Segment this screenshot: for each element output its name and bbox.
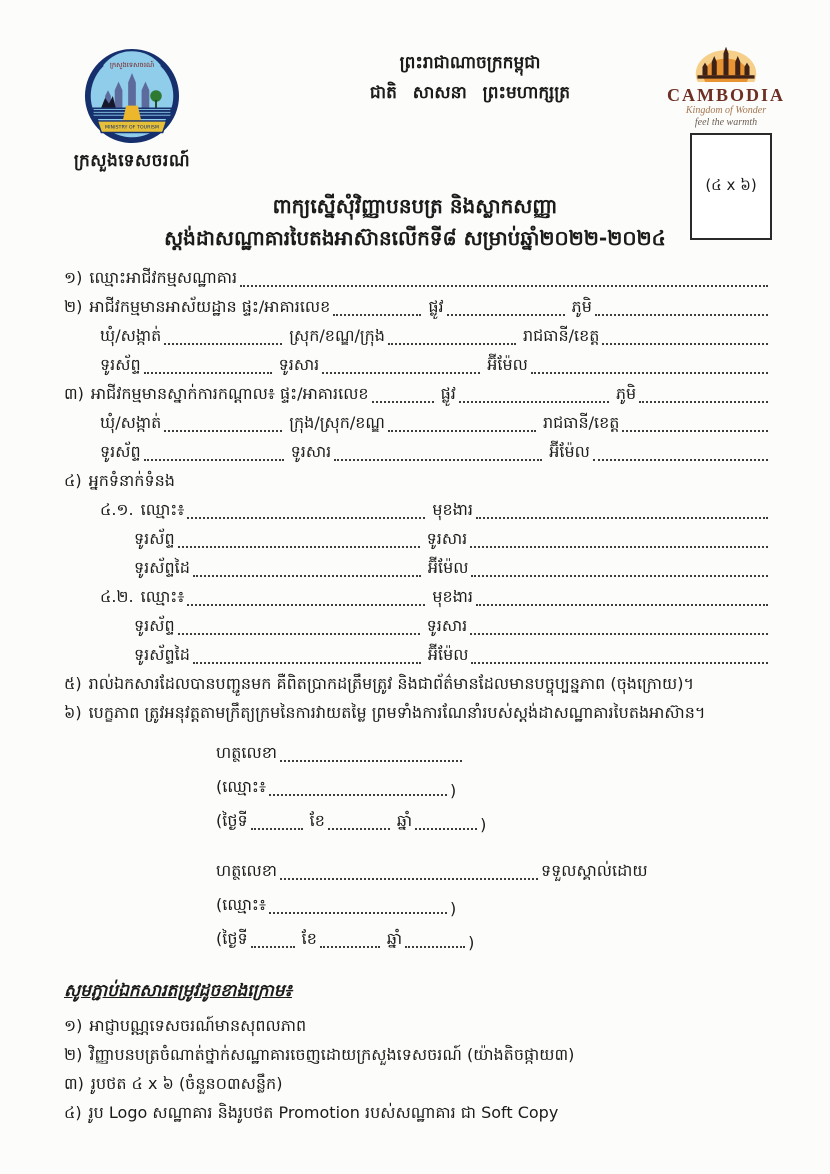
photo-box-label: (៤ x ៦) — [705, 175, 757, 194]
angkor-sunset-icon — [666, 40, 786, 82]
field-label: ទូរសារ — [278, 355, 320, 374]
field-label: អ៊ីម៉ែល — [487, 355, 528, 374]
field-label: ឈ្មោះ៖ — [140, 500, 185, 519]
attachment-text: រូបថត ៤ x ៦ (ចំនួន០៣សន្លឹក) — [90, 1074, 283, 1093]
document-title — [0, 190, 830, 254]
field-headquarters-commune — [64, 407, 771, 436]
item-number: ៦) — [64, 703, 82, 722]
brand-tagline-feel-the-warmth: feel the warmth — [694, 117, 758, 128]
dotted-field — [187, 604, 425, 606]
attachments-heading: សូមភ្ជាប់ឯកសារតម្រូវដូចខាងក្រោម៖ — [64, 981, 293, 1001]
required-attachments-section — [64, 980, 771, 1126]
signature-date-line — [216, 800, 771, 834]
applicant-signature-block — [64, 732, 771, 834]
title-line-1: ពាក្យស្នើសុំវិញ្ញាបនបត្រ និងស្លាកសញ្ញា — [272, 194, 558, 218]
dotted-field — [471, 575, 768, 577]
dotted-field — [193, 662, 421, 664]
dotted-field — [193, 575, 421, 577]
dotted-field — [144, 459, 284, 461]
field-business-commune — [64, 320, 771, 349]
cambodia-brand-logo — [652, 40, 800, 129]
month-label: ខែ — [309, 811, 325, 830]
ministry-name-caption: ក្រសួងទេសចរណ៍ — [73, 151, 191, 171]
name-label: (ឈ្មោះ៖ — [216, 777, 266, 796]
item-number: ៥) — [64, 674, 82, 693]
dotted-field — [388, 343, 516, 345]
dotted-field — [593, 459, 768, 461]
statement-text: បេក្ខភាព ត្រូវអនុវត្តតាមក្រឹត្យក្រមនៃការវាយតម្លៃ ព្រមទាំងការណែនាំរបស់ស្តង់ដាសណ្ឋាគារបៃតងអាស៊ាន។ — [88, 703, 706, 722]
field-contact1-phone — [64, 523, 771, 552]
field-label: ឈ្មោះ៖ — [140, 587, 185, 606]
motto-line-kingdom: ព្រះរាជាណាចក្រកម្ពុជា — [399, 53, 541, 73]
seal-banner-text: MINISTRY OF TOURISM — [104, 125, 160, 131]
title-line-2: ស្តង់ដាសណ្ឋាគារបៃតងអាស៊ានលើកទី៨ សម្រាប់ឆ្នាំ២០២២-២០២៤ — [164, 226, 666, 250]
dotted-field — [372, 401, 434, 403]
item-number: ៤) — [64, 471, 82, 490]
dotted-field — [470, 633, 768, 635]
attachment-item-photos — [64, 1068, 771, 1097]
field-label: រាជធានី/ខេត្ត — [522, 326, 600, 345]
dotted-field — [622, 430, 768, 432]
field-contact2-name — [64, 581, 771, 610]
name-label: (ឈ្មោះ៖ — [216, 895, 266, 914]
item-number: ៤.២. — [100, 587, 134, 606]
acknowledged-by-label: ទទួលស្គាល់ដោយ — [540, 861, 648, 880]
dotted-field — [280, 760, 462, 762]
field-label: មុខងារ — [432, 587, 473, 606]
dotted-field — [639, 401, 768, 403]
year-label: ឆ្នាំ — [396, 811, 413, 830]
section-contact-persons — [64, 465, 771, 494]
paren-close: ) — [450, 781, 457, 800]
dotted-field — [476, 604, 768, 606]
dotted-field — [178, 633, 420, 635]
dotted-field — [240, 285, 768, 287]
field-label: ទូរសារ — [426, 616, 468, 635]
field-label: ក្រុង/ស្រុក/ខណ្ឌ — [289, 413, 385, 432]
item-number: ១) — [64, 268, 83, 287]
acknowledgement-signature-block — [64, 850, 771, 952]
motto-line-nation-religion-king: ជាតិ សាសនា ព្រះមហាក្សត្រ — [369, 83, 571, 103]
field-label: ផ្លូវ — [428, 297, 444, 316]
field-label: ទូរស័ព្ទដៃ — [134, 558, 190, 577]
dotted-field — [388, 430, 536, 432]
attachment-item-classification-certificate — [64, 1039, 771, 1068]
dotted-field — [447, 314, 565, 316]
field-label: ទូរស័ព្ទ — [100, 442, 141, 461]
dotted-field — [334, 459, 542, 461]
dotted-field — [280, 878, 538, 880]
dotted-field — [405, 946, 465, 948]
field-label: អ៊ីម៉ែល — [427, 558, 469, 577]
dotted-field — [531, 372, 768, 374]
day-label: (ថ្ងៃទី — [216, 929, 248, 948]
dotted-field — [476, 517, 768, 519]
signature-line — [216, 732, 771, 766]
field-label: ភូមិ — [615, 384, 637, 403]
field-contact2-phone — [64, 610, 771, 639]
dotted-field — [333, 314, 421, 316]
ministry-of-tourism-seal-icon — [84, 48, 180, 144]
field-label: អ៊ីម៉ែល — [549, 442, 590, 461]
field-headquarters-phone — [64, 436, 771, 465]
dotted-field — [269, 794, 447, 796]
item-number: ២) — [64, 297, 83, 316]
svg-text:ក្រសួងទេសចរណ៍: ក្រសួងទេសចរណ៍ — [109, 61, 155, 70]
field-label: ទូរស័ព្ទ — [134, 616, 175, 635]
dotted-field — [164, 343, 282, 345]
application-form — [64, 262, 771, 952]
dotted-field — [164, 430, 282, 432]
field-contact1-mobile — [64, 552, 771, 581]
field-label: ឃុំ/សង្កាត់ — [100, 413, 162, 432]
field-business-phone — [64, 349, 771, 378]
field-label: ទូរស័ព្ទ — [100, 355, 141, 374]
signature-name-line — [216, 884, 771, 918]
statement-documents-true — [64, 668, 771, 697]
signature-label: ហត្ថលេខា — [216, 743, 277, 762]
dotted-field — [269, 912, 447, 914]
field-contact1-name — [64, 494, 771, 523]
field-label: ទូរសារ — [290, 442, 332, 461]
dotted-field — [144, 372, 272, 374]
attachment-item-logo-softcopy — [64, 1097, 771, 1126]
dotted-field — [470, 546, 768, 548]
field-hotel-business-name — [64, 262, 771, 291]
attachment-item-license — [64, 1010, 771, 1039]
item-number: ១) — [64, 1016, 83, 1035]
attachment-text: អាជ្ញាបណ្ណទេសចរណ៍មានសុពលភាព — [89, 1016, 307, 1035]
brand-tagline-kingdom-of-wonder: Kingdom of Wonder — [685, 105, 767, 116]
field-label: ស្រុក/ខណ្ឌ/ក្រុង — [289, 326, 385, 345]
field-label: ឈ្មោះអាជីវកម្មសណ្ឋាគារ — [89, 268, 238, 287]
item-number: ២) — [64, 1045, 83, 1064]
dotted-field — [415, 828, 477, 830]
item-number: ៤) — [64, 1103, 82, 1122]
item-number: ៣) — [64, 1074, 84, 1093]
section-label: អ្នកទំនាក់ទំនង — [88, 471, 175, 490]
attachment-text: វិញ្ញាបនបត្រចំណាត់ថ្នាក់សណ្ឋាគារចេញដោយក្រសួងទេសចរណ៍ (យ៉ាងតិចផ្កាយ៣) — [89, 1045, 575, 1064]
field-label: ភូមិ — [571, 297, 592, 316]
dotted-field — [187, 517, 425, 519]
item-number: ៣) — [64, 384, 84, 403]
paren-close: ) — [450, 899, 457, 918]
dotted-field — [251, 946, 295, 948]
day-label: (ថ្ងៃទី — [216, 811, 248, 830]
signature-date-line — [216, 918, 771, 952]
national-motto — [305, 48, 635, 108]
field-label: អាជីវកម្មមានស្នាក់ការកណ្តាល៖ ផ្ទះ/អាគារលេខ — [90, 384, 369, 403]
field-label: អ៊ីម៉ែល — [427, 645, 469, 664]
statement-text: រាល់ឯកសារដែលបានបញ្ជូនមក គឺពិតប្រាកដត្រឹមត្រូវ និងជាព័ត៌មានដែលមានបច្ចុប្បន្នភាព (ចុងក្រោយ)។ — [88, 674, 695, 693]
paren-close: ) — [468, 933, 475, 952]
attachment-text: រូប Logo សណ្ឋាគារ និងរូបថត Promotion របស់សណ្ឋាគារ ជា Soft Copy — [88, 1103, 559, 1122]
signature-line — [216, 850, 771, 884]
signature-name-line — [216, 766, 771, 800]
field-label: ឃុំ/សង្កាត់ — [100, 326, 162, 345]
dotted-field — [471, 662, 768, 664]
dotted-field — [328, 828, 390, 830]
dotted-field — [595, 314, 768, 316]
item-number: ៤.១. — [100, 500, 134, 519]
signature-label: ហត្ថលេខា — [216, 861, 277, 880]
dotted-field — [459, 401, 609, 403]
paren-close: ) — [480, 815, 487, 834]
field-label: ផ្លូវ — [440, 384, 456, 403]
field-headquarters-address — [64, 378, 771, 407]
statement-compliance — [64, 697, 771, 726]
brand-name: CAMBODIA — [667, 85, 785, 105]
field-label: អាជីវកម្មមានអាស័យដ្ឋាន ផ្ទះ/អាគារលេខ — [89, 297, 331, 316]
field-contact2-mobile — [64, 639, 771, 668]
dotted-field — [178, 546, 420, 548]
year-label: ឆ្នាំ — [386, 929, 403, 948]
month-label: ខែ — [301, 929, 317, 948]
field-label: ទូរស័ព្ទដៃ — [134, 645, 190, 664]
dotted-field — [251, 828, 303, 830]
dotted-field — [322, 372, 480, 374]
dotted-field — [320, 946, 380, 948]
field-label: ទូរស័ព្ទ — [134, 529, 175, 548]
field-business-address — [64, 291, 771, 320]
field-label: មុខងារ — [432, 500, 473, 519]
ministry-seal — [66, 48, 198, 175]
field-label: ទូរសារ — [426, 529, 468, 548]
field-label: រាជធានី/ខេត្ត — [542, 413, 620, 432]
dotted-field — [602, 343, 768, 345]
